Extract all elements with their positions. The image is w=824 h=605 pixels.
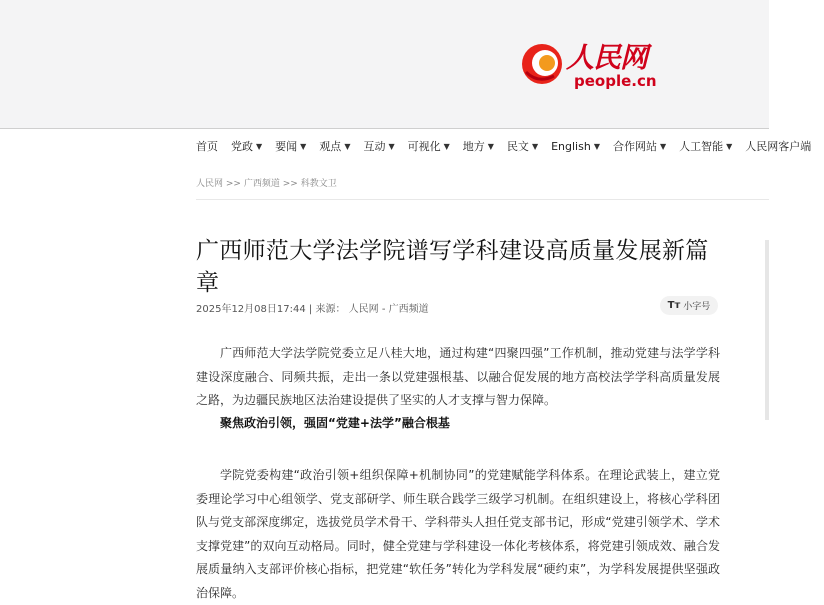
- chevron-down-icon: ▼: [443, 141, 450, 151]
- breadcrumb-separator: >>: [225, 179, 241, 189]
- nav-item[interactable]: [363, 138, 394, 154]
- chevron-down-icon: ▼: [487, 141, 494, 151]
- font-size-toggle-button[interactable]: [660, 296, 718, 315]
- article-meta: [196, 300, 429, 315]
- nav-item-label: 党政: [231, 140, 253, 153]
- publish-datetime: 2025年12月08日17:44: [196, 304, 306, 315]
- chevron-down-icon: ▼: [593, 141, 600, 151]
- source-link[interactable]: 人民网 - 广西频道: [348, 304, 429, 315]
- article-paragraph: 学院党委构建“政治引领+组织保障+机制协同”的党建赋能学科体系。在理论武装上，建立党委理论学习中心组领学、党支部研学、师生联合践学三级学习机制。在组织建设上，将核心学科团队与党支部深度绑定，选拔党员学术骨干、学科带头人担任党支部书记，形成“党建引领学术、学术支撑党建”的双向互动格局。同时，健全党建与学科建设一体化考核体系，将党建引领成效、融合发展质量纳入支部评价核心指标，把党建“软任务”转化为学科发展“硬约束”，为学科发展提供坚强政治保障。: [196, 468, 720, 600]
- nav-item[interactable]: [275, 138, 306, 154]
- main-nav: [196, 129, 824, 163]
- chevron-down-icon: ▼: [388, 141, 395, 151]
- font-size-toggle-label: 小字号: [683, 302, 711, 312]
- nav-item-label: 可视化: [407, 140, 441, 153]
- article-subheading: 聚焦政治引领，强固“党建+法学”融合根基: [220, 416, 450, 430]
- nav-item[interactable]: [196, 138, 218, 154]
- nav-item-label: 人工智能: [679, 140, 724, 153]
- font-size-icon: Tт: [667, 300, 681, 311]
- nav-item-label: 首页: [196, 140, 218, 153]
- nav-item-label: 地方: [462, 140, 485, 153]
- article-title: 广西师范大学法学院谱写学科建设高质量发展新篇章: [196, 238, 709, 297]
- people-cn-logo[interactable]: [520, 40, 660, 96]
- chevron-down-icon: ▼: [344, 141, 351, 151]
- breadcrumb: [196, 176, 337, 189]
- nav-item-label: English: [551, 139, 591, 153]
- logo-text-cn: 人民网: [566, 41, 648, 74]
- nav-item-label: 互动: [363, 140, 386, 153]
- breadcrumb-link-channel[interactable]: 广西频道: [243, 179, 280, 189]
- breadcrumb-divider: [196, 199, 769, 200]
- nav-item[interactable]: [408, 138, 450, 154]
- nav-item-label: 人民网客户端: [745, 140, 812, 153]
- nav-item-label: 合作网站: [612, 140, 657, 153]
- nav-item[interactable]: [679, 138, 732, 154]
- nav-item-label: 民文: [506, 140, 529, 153]
- nav-item-label: 要闻: [275, 140, 298, 153]
- chevron-down-icon: ▼: [726, 141, 733, 151]
- chevron-down-icon: ▼: [300, 141, 307, 151]
- nav-item-label: 观点: [319, 140, 342, 153]
- nav-item[interactable]: [463, 138, 494, 154]
- nav-item[interactable]: [319, 138, 350, 154]
- scrollbar[interactable]: [765, 240, 769, 420]
- nav-item[interactable]: [745, 138, 811, 154]
- logo-swirl-icon: [520, 42, 564, 86]
- nav-item[interactable]: [507, 138, 538, 154]
- chevron-down-icon: ▼: [659, 141, 667, 151]
- nav-item[interactable]: [551, 140, 600, 153]
- nav-item[interactable]: [613, 138, 666, 154]
- nav-item[interactable]: [231, 138, 262, 154]
- header-band: [0, 0, 769, 128]
- breadcrumb-link-home[interactable]: 人民网: [196, 179, 224, 189]
- source-label: | 来源：: [308, 304, 346, 315]
- breadcrumb-link-section[interactable]: 科教文卫: [300, 179, 337, 189]
- chevron-down-icon: ▼: [256, 141, 263, 151]
- breadcrumb-separator: >>: [282, 179, 298, 189]
- chevron-down-icon: ▼: [531, 141, 539, 151]
- main-nav-bar: [0, 128, 812, 163]
- logo-text-en: people.cn: [574, 72, 657, 90]
- article-paragraph: 广西师范大学法学院党委立足八桂大地，通过构建“四聚四强”工作机制，推动党建与法学学科建设深度融合、同频共振，走出一条以党建强根基、以融合促发展的地方高校法学学科高质量发展之路，为边疆民族地区法治建设提供了坚实的人才支撑与智力保障。: [196, 346, 720, 407]
